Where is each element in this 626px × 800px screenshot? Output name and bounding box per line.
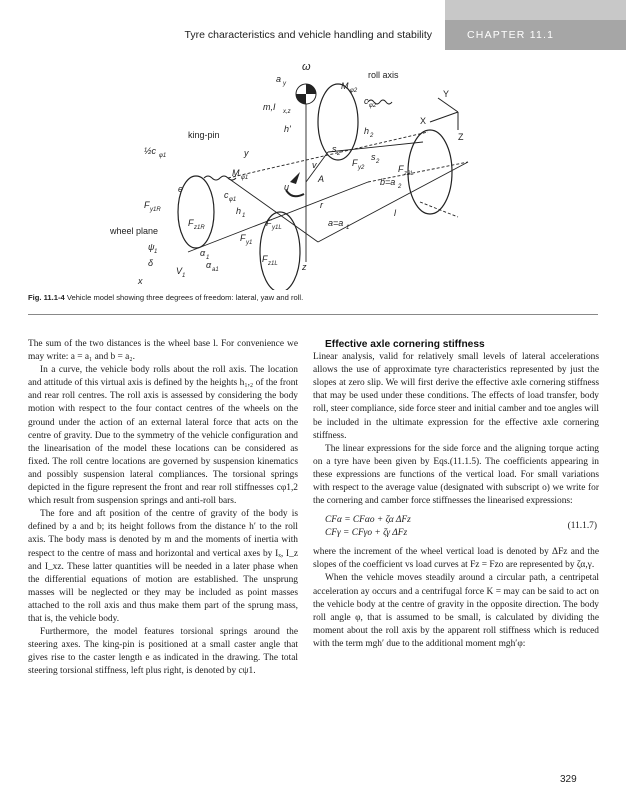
right-paragraph-3: where the increment of the wheel vertical load is denoted by ΔFz and the slopes of the coefficient vs load curves at Fz = Fzo are represented by ζα,γ. bbox=[313, 547, 599, 571]
label-wheel-plane: wheel plane bbox=[110, 226, 159, 236]
label-fz1l: F bbox=[262, 254, 268, 264]
label-fy1l: F bbox=[266, 218, 272, 228]
label-r: r bbox=[320, 200, 323, 210]
running-title: Tyre characteristics and vehicle handling and stability bbox=[184, 29, 432, 41]
label-a-a1: a=a bbox=[328, 218, 344, 228]
figure-caption-text: Vehicle model showing three degrees of freedom: lateral, yaw and roll. bbox=[64, 293, 304, 302]
equation-line-1: CFα = CFαo + ζα ΔFz bbox=[325, 515, 411, 526]
label-fy1l-sub: y1L bbox=[272, 225, 282, 231]
yaw-rate-arrow bbox=[290, 172, 300, 184]
label-y-axis: Y bbox=[443, 89, 450, 99]
label-s2a-sub: 2 bbox=[337, 151, 341, 157]
rear-right-wheel bbox=[318, 84, 358, 160]
right-text-column bbox=[313, 338, 599, 651]
label-s2b-sub: 2 bbox=[376, 159, 380, 165]
label-s2b: s bbox=[371, 152, 376, 162]
figure-caption bbox=[28, 293, 598, 302]
label-alpha-a1: α bbox=[206, 260, 212, 270]
label-m-i: m,I bbox=[263, 102, 276, 112]
equation-11-1-7 bbox=[313, 512, 599, 542]
label-h1: h bbox=[236, 206, 242, 216]
label-fz2l: F bbox=[398, 164, 404, 174]
left-paragraph-1: The sum of the two distances is the wheel base l. For convenience we may write: a = a₁ and b = a₂. bbox=[28, 339, 298, 363]
label-m-phi2-sub: φ2 bbox=[350, 88, 358, 94]
label-ay: a bbox=[276, 74, 282, 84]
caption-divider bbox=[28, 314, 598, 315]
label-x-axis: X bbox=[420, 116, 427, 126]
label-fy2: F bbox=[352, 158, 358, 168]
label-psi1-sub: 1 bbox=[154, 249, 158, 255]
label-h1-sub: 1 bbox=[242, 213, 246, 219]
label-z-axis: Z bbox=[458, 132, 464, 142]
label-omega: ω bbox=[302, 61, 311, 73]
figure-caption-label: Fig. 11.1-4 bbox=[28, 293, 65, 302]
vehicle-model-figure bbox=[28, 52, 598, 290]
label-half-c: ½c bbox=[144, 146, 157, 156]
chapter-tab-cap bbox=[445, 0, 626, 20]
right-paragraph-1: Linear analysis, valid for relatively small levels of lateral accelerations allows the use of approximate tyre characteristics represented by just the slopes at zero slip. We will first derive the effective axle cornering stiffness that may be used under these conditions. The effects of load transfer, body roll, steer compliance, side force steer and initial camber and toe angles will be included in the ultimate expression for the effective axle cornering stiffness. bbox=[313, 352, 599, 441]
global-axes-symbol bbox=[430, 98, 458, 130]
label-s2a: s bbox=[332, 144, 337, 154]
label-h-prime: h' bbox=[284, 124, 291, 134]
label-fy1r-sub: y1R bbox=[150, 207, 161, 213]
label-fz1l-sub: z1L bbox=[268, 261, 278, 267]
label-psi1: ψ bbox=[148, 242, 155, 252]
label-fy2-sub: y2 bbox=[358, 165, 365, 171]
label-a-a1-sub: 1 bbox=[346, 225, 350, 231]
chapter-tab: CHAPTER 11.1 bbox=[445, 20, 626, 50]
label-roll-axis: roll axis bbox=[368, 70, 399, 80]
right-paragraph-4: When the vehicle moves steadily around a circular path, a centripetal acceleration ay occurs and a centrifugal force K = may can be said to act on the vehicle body at the centre of gravity in the opposite direction. The body roll angle φ, that is assumed to be small, is calculated by dividing the moment about the roll axis by the apparent roll stiffness which is reduced with the term mgh′ due to the additional moment mgh′φ: bbox=[313, 573, 599, 649]
label-fy1-sub: y1 bbox=[246, 240, 253, 246]
label-half-c-sub: φ1 bbox=[159, 153, 167, 159]
label-c-phi2: c bbox=[364, 96, 369, 106]
label-x-local: x bbox=[138, 276, 143, 286]
label-b-a2-sub: 2 bbox=[398, 184, 402, 190]
label-c-phi1-sub: φ1 bbox=[229, 197, 237, 203]
label-fz1r-sub: z1R bbox=[194, 225, 205, 231]
label-m-phi1: M bbox=[232, 168, 240, 178]
label-delta: δ bbox=[148, 258, 154, 268]
label-v1: V bbox=[176, 266, 183, 276]
label-e: e bbox=[178, 184, 184, 194]
label-king-pin: king-pin bbox=[188, 130, 220, 140]
label-fy1r: F bbox=[144, 200, 150, 210]
label-alpha1-sub: 1 bbox=[206, 255, 210, 261]
label-u: u bbox=[284, 182, 290, 192]
label-alpha1: α bbox=[200, 248, 206, 258]
label-c-phi2-sub: φ2 bbox=[369, 103, 377, 109]
left-paragraph-3: The fore and aft position of the centre of gravity of the body is defined by a and b; its height follows from the distance h′ to the roll axis. The body mass is denoted by m and the moments of inertia with respect to the centre of mass and horizontal and vertical axes by Iₓ, I_z and I_xz. These latter quantities will be needed in a later phase when the differential equations of motion are established. The unsprung masses will be neglected or they may be included as point masses attached to the roll axis and thus make them part of the sprung mass, that is, the vehicle body. bbox=[28, 509, 298, 624]
label-b-a2: b=a bbox=[380, 177, 396, 187]
label-fz1r: F bbox=[188, 218, 194, 228]
equation-line-2: CFγ = CFγo + ζγ ΔFz bbox=[325, 528, 408, 539]
label-m-phi2: M bbox=[341, 81, 349, 91]
label-h2-sub: 2 bbox=[370, 133, 374, 139]
label-y-local: y bbox=[244, 148, 249, 158]
label-fz2l-sub: z2L bbox=[404, 171, 414, 177]
label-m-i-sub: x,z bbox=[283, 109, 291, 115]
label-h2: h bbox=[364, 126, 370, 136]
label-z-local: z bbox=[302, 262, 307, 272]
section-heading: Effective axle cornering stiffness bbox=[325, 339, 485, 350]
centre-of-gravity-symbol bbox=[296, 84, 316, 104]
label-c-phi1: c bbox=[224, 190, 229, 200]
left-paragraph-4: Furthermore, the model features torsional springs around the steering axes. The king-pin is positioned at a small caster angle that gives rise to the caster length e as indicated in the drawing. The total steering torsional stiffness, left plus right, is denoted by cψ1. bbox=[28, 627, 298, 677]
equation-number: (11.1.7) bbox=[567, 521, 597, 532]
left-text-column bbox=[28, 338, 298, 678]
label-v: v bbox=[312, 160, 317, 170]
label-v1-sub: 1 bbox=[182, 273, 186, 279]
label-ay-sub: y bbox=[283, 81, 286, 87]
front-right-wheel bbox=[178, 176, 214, 248]
right-paragraph-2: The linear expressions for the side force and the aligning torque acting on a tyre have been given by Eqs.(11.1.5). The coefficients appearing in these expressions are functions of the vertical load. For small variations with respect to the average value (designated with subscript o) we write for the cornering and camber force stiffnesses the linearised expressions: bbox=[313, 443, 599, 507]
page-number: 329 bbox=[560, 774, 577, 785]
label-l: l bbox=[394, 208, 396, 218]
left-paragraph-2: In a curve, the vehicle body rolls about the roll axis. The location and attitude of this virtual axis is defined by the heights h₁,₂ of the front and rear roll centres. The roll axis is assessed by considering the body motion with respect to the four contact centres of the wheels on the ground under the action of an external lateral force that acts on the centre of gravity. Due to the symmetry of the vehicle configuration and the linearisation of the model these locations can be considered as fixed. The roll centre locations are governed by suspension kinematics and possibly suspension lateral compliances. The torsional springs depicted in the figure represent the front and rear roll stiffnesses cφ1,2 which result from suspension springs and anti-roll bars. bbox=[28, 365, 298, 507]
running-header bbox=[0, 0, 626, 44]
label-a-point: A bbox=[318, 174, 325, 184]
label-fy1: F bbox=[240, 233, 246, 243]
label-m-phi1-sub: φ1 bbox=[241, 175, 249, 181]
label-alpha-a1-sub: a1 bbox=[212, 267, 219, 273]
rear-left-wheel bbox=[408, 130, 452, 214]
